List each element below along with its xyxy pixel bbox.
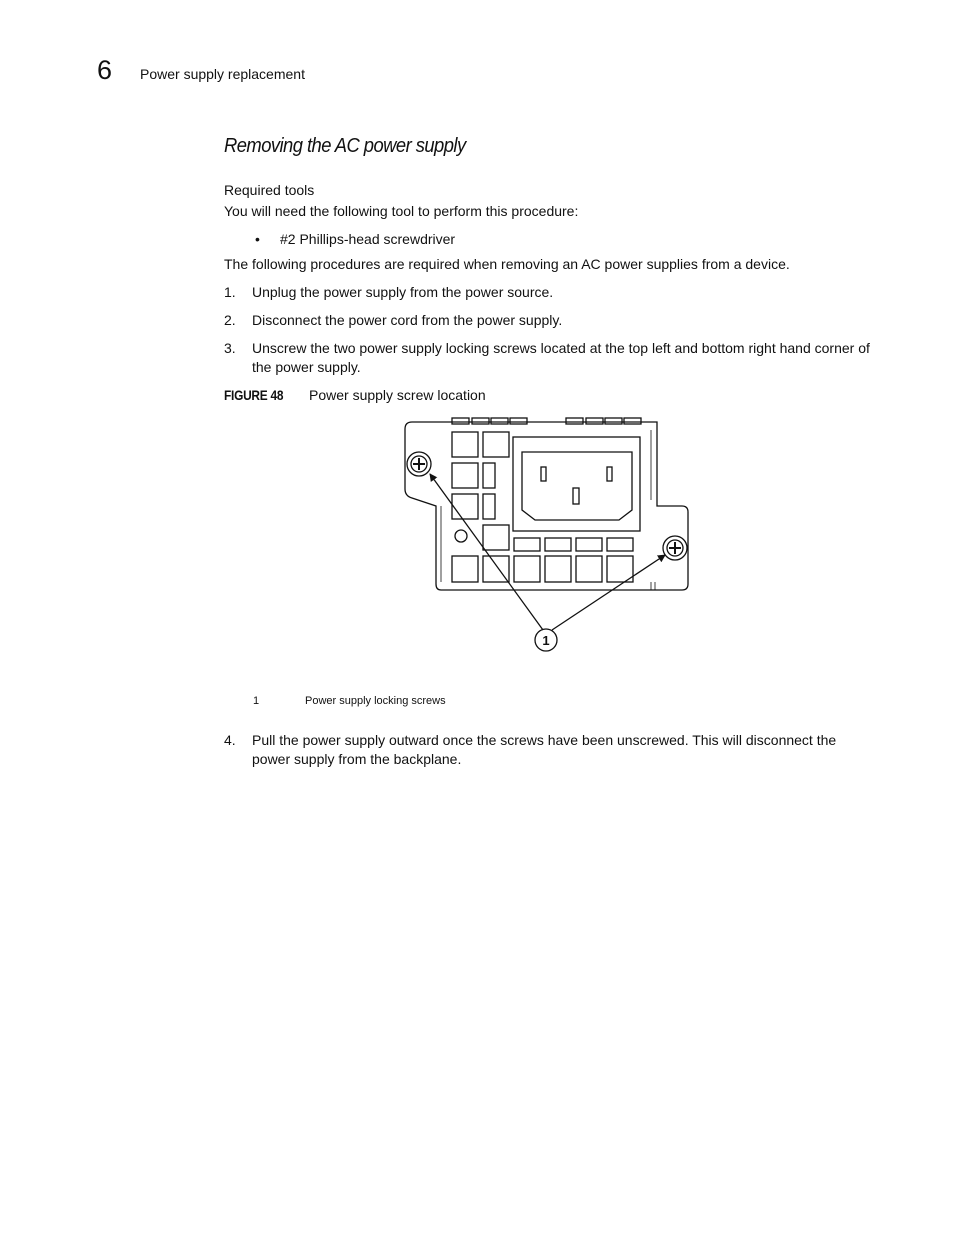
step-text: Unscrew the two power supply locking screws located at the top left and bottom right hand corner of the power supply. — [252, 340, 870, 375]
step-number: 2. — [224, 312, 236, 328]
figure-label: FIGURE 48 — [224, 387, 284, 403]
step-number: 1. — [224, 284, 236, 300]
chapter-number: 6 — [97, 55, 113, 85]
figure-title: Power supply screw location — [309, 387, 486, 403]
tool-list-item: #2 Phillips-head screwdriver — [280, 231, 456, 247]
bullet-icon: • — [255, 231, 260, 247]
step-text: Pull the power supply outward once the screws have been unscrewed. This will disconnect the power supply from the backplane. — [252, 732, 837, 767]
legend-number: 1 — [253, 695, 260, 707]
power-supply-illustration — [400, 412, 696, 656]
step-text: Disconnect the power cord from the power supply. — [252, 312, 563, 328]
chapter-title: Power supply replacement — [140, 66, 305, 82]
section-title: Removing the AC power supply — [224, 135, 466, 157]
procedure-intro: The following procedures are required when removing an AC power supplies from a device. — [224, 256, 790, 272]
callout-number: 1 — [542, 633, 550, 648]
legend-text: Power supply locking screws — [305, 695, 446, 707]
intro-paragraph: You will need the following tool to perform this procedure: — [224, 203, 579, 219]
step-number: 4. — [224, 732, 236, 748]
step-number: 3. — [224, 340, 236, 356]
required-tools-heading: Required tools — [224, 182, 315, 198]
step-text: Unplug the power supply from the power source. — [252, 284, 554, 300]
